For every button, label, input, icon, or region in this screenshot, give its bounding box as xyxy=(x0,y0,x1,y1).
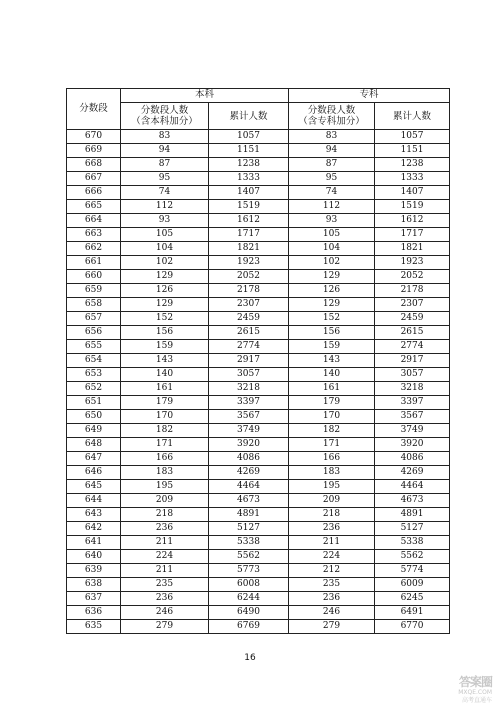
undergrad-cumulative-cell: 2459 xyxy=(209,312,289,326)
vocational-cumulative-cell: 2917 xyxy=(375,354,450,368)
score-cell: 658 xyxy=(67,298,121,312)
undergrad-cumulative-cell: 2307 xyxy=(209,298,289,312)
vocational-cumulative-cell: 1407 xyxy=(375,186,450,200)
undergrad-count-cell: 279 xyxy=(121,620,209,634)
vocational-count-cell: 156 xyxy=(289,326,375,340)
table-row xyxy=(67,578,450,592)
vocational-cumulative-cell: 3057 xyxy=(375,368,450,382)
score-cell: 663 xyxy=(67,228,121,242)
vocational-count-cell: 218 xyxy=(289,508,375,522)
score-cell: 664 xyxy=(67,214,121,228)
undergrad-cumulative-cell: 3749 xyxy=(209,424,289,438)
vocational-count-cell: 161 xyxy=(289,382,375,396)
header-score: 分数段 xyxy=(67,89,121,130)
vocational-count-cell: 183 xyxy=(289,466,375,480)
vocational-count-cell: 104 xyxy=(289,242,375,256)
table-body xyxy=(67,130,450,634)
vocational-cumulative-cell: 3920 xyxy=(375,438,450,452)
undergrad-cumulative-cell: 2917 xyxy=(209,354,289,368)
table-row xyxy=(67,592,450,606)
undergrad-count-cell: 211 xyxy=(121,564,209,578)
vocational-count-cell: 129 xyxy=(289,298,375,312)
header-undergrad-count-line2: （含本科加分） xyxy=(131,116,198,127)
score-cell: 650 xyxy=(67,410,121,424)
undergrad-count-cell: 159 xyxy=(121,340,209,354)
score-cell: 665 xyxy=(67,200,121,214)
undergrad-cumulative-cell: 2615 xyxy=(209,326,289,340)
undergrad-count-cell: 236 xyxy=(121,522,209,536)
watermark-logo xyxy=(426,675,492,704)
vocational-cumulative-cell: 6770 xyxy=(375,620,450,634)
undergrad-cumulative-cell: 1923 xyxy=(209,256,289,270)
table-row xyxy=(67,242,450,256)
score-cell: 667 xyxy=(67,172,121,186)
vocational-count-cell: 112 xyxy=(289,200,375,214)
table-row xyxy=(67,186,450,200)
undergrad-cumulative-cell: 1407 xyxy=(209,186,289,200)
vocational-cumulative-cell: 1717 xyxy=(375,228,450,242)
vocational-cumulative-cell: 5774 xyxy=(375,564,450,578)
vocational-count-cell: 140 xyxy=(289,368,375,382)
undergrad-count-cell: 140 xyxy=(121,368,209,382)
undergrad-cumulative-cell: 3057 xyxy=(209,368,289,382)
vocational-cumulative-cell: 5338 xyxy=(375,536,450,550)
table-row xyxy=(67,298,450,312)
table-row xyxy=(67,214,450,228)
vocational-count-cell: 94 xyxy=(289,144,375,158)
table-row xyxy=(67,368,450,382)
score-cell: 653 xyxy=(67,368,121,382)
score-cell: 657 xyxy=(67,312,121,326)
undergrad-count-cell: 87 xyxy=(121,158,209,172)
vocational-count-cell: 152 xyxy=(289,312,375,326)
score-cell: 646 xyxy=(67,466,121,480)
undergrad-count-cell: 224 xyxy=(121,550,209,564)
undergrad-count-cell: 104 xyxy=(121,242,209,256)
watermark-top: 答案圈 xyxy=(458,675,492,689)
undergrad-cumulative-cell: 4673 xyxy=(209,494,289,508)
vocational-cumulative-cell: 2459 xyxy=(375,312,450,326)
undergrad-cumulative-cell: 6490 xyxy=(209,606,289,620)
vocational-count-cell: 166 xyxy=(289,452,375,466)
table-row xyxy=(67,382,450,396)
score-cell: 640 xyxy=(67,550,121,564)
vocational-count-cell: 93 xyxy=(289,214,375,228)
undergrad-cumulative-cell: 1612 xyxy=(209,214,289,228)
table-row xyxy=(67,438,450,452)
undergrad-cumulative-cell: 1717 xyxy=(209,228,289,242)
table-row xyxy=(67,452,450,466)
vocational-count-cell: 159 xyxy=(289,340,375,354)
undergrad-cumulative-cell: 5562 xyxy=(209,550,289,564)
score-cell: 643 xyxy=(67,508,121,522)
vocational-cumulative-cell: 4269 xyxy=(375,466,450,480)
table-row xyxy=(67,130,450,144)
undergrad-count-cell: 156 xyxy=(121,326,209,340)
undergrad-cumulative-cell: 4891 xyxy=(209,508,289,522)
vocational-cumulative-cell: 3218 xyxy=(375,382,450,396)
header-undergrad-group: 本科 xyxy=(121,89,289,103)
undergrad-cumulative-cell: 5773 xyxy=(209,564,289,578)
score-cell: 655 xyxy=(67,340,121,354)
vocational-cumulative-cell: 2615 xyxy=(375,326,450,340)
score-cell: 666 xyxy=(67,186,121,200)
undergrad-cumulative-cell: 1333 xyxy=(209,172,289,186)
undergrad-count-cell: 112 xyxy=(121,200,209,214)
undergrad-cumulative-cell: 2774 xyxy=(209,340,289,354)
score-cell: 649 xyxy=(67,424,121,438)
watermark-bottom: MXQE.COM xyxy=(458,689,492,696)
undergrad-count-cell: 166 xyxy=(121,452,209,466)
table-row xyxy=(67,424,450,438)
vocational-cumulative-cell: 6491 xyxy=(375,606,450,620)
score-cell: 660 xyxy=(67,270,121,284)
header-vocational-count-line1: 分数段人数 xyxy=(307,105,356,116)
table-row xyxy=(67,396,450,410)
score-cell: 656 xyxy=(67,326,121,340)
table-row xyxy=(67,494,450,508)
table-row xyxy=(67,172,450,186)
undergrad-count-cell: 209 xyxy=(121,494,209,508)
undergrad-count-cell: 236 xyxy=(121,592,209,606)
vocational-count-cell: 279 xyxy=(289,620,375,634)
vocational-cumulative-cell: 2052 xyxy=(375,270,450,284)
undergrad-count-cell: 129 xyxy=(121,270,209,284)
undergrad-count-cell: 83 xyxy=(121,130,209,144)
undergrad-count-cell: 74 xyxy=(121,186,209,200)
vocational-cumulative-cell: 1151 xyxy=(375,144,450,158)
table-row xyxy=(67,564,450,578)
undergrad-cumulative-cell: 1057 xyxy=(209,130,289,144)
table-row xyxy=(67,270,450,284)
vocational-cumulative-cell: 3397 xyxy=(375,396,450,410)
vocational-cumulative-cell: 2774 xyxy=(375,340,450,354)
undergrad-cumulative-cell: 1238 xyxy=(209,158,289,172)
score-cell: 651 xyxy=(67,396,121,410)
table-row xyxy=(67,228,450,242)
page-number: 16 xyxy=(244,653,256,663)
vocational-cumulative-cell: 1238 xyxy=(375,158,450,172)
table-row xyxy=(67,158,450,172)
undergrad-count-cell: 102 xyxy=(121,256,209,270)
table-row xyxy=(67,312,450,326)
score-cell: 638 xyxy=(67,578,121,592)
vocational-cumulative-cell: 1519 xyxy=(375,200,450,214)
vocational-count-cell: 129 xyxy=(289,270,375,284)
header-undergrad-cumulative: 累计人数 xyxy=(209,103,289,130)
vocational-count-cell: 236 xyxy=(289,522,375,536)
undergrad-count-cell: 218 xyxy=(121,508,209,522)
undergrad-count-cell: 93 xyxy=(121,214,209,228)
score-cell: 662 xyxy=(67,242,121,256)
undergrad-count-cell: 171 xyxy=(121,438,209,452)
vocational-count-cell: 171 xyxy=(289,438,375,452)
undergrad-count-cell: 152 xyxy=(121,312,209,326)
table-row xyxy=(67,410,450,424)
table-row xyxy=(67,340,450,354)
vocational-count-cell: 143 xyxy=(289,354,375,368)
score-cell: 659 xyxy=(67,284,121,298)
score-cell: 647 xyxy=(67,452,121,466)
vocational-cumulative-cell: 1333 xyxy=(375,172,450,186)
score-cell: 644 xyxy=(67,494,121,508)
score-cell: 648 xyxy=(67,438,121,452)
vocational-count-cell: 246 xyxy=(289,606,375,620)
score-cell: 654 xyxy=(67,354,121,368)
vocational-cumulative-cell: 6245 xyxy=(375,592,450,606)
undergrad-cumulative-cell: 3920 xyxy=(209,438,289,452)
score-cell: 635 xyxy=(67,620,121,634)
table-row xyxy=(67,522,450,536)
undergrad-count-cell: 182 xyxy=(121,424,209,438)
undergrad-count-cell: 129 xyxy=(121,298,209,312)
vocational-cumulative-cell: 6009 xyxy=(375,578,450,592)
score-cell: 670 xyxy=(67,130,121,144)
vocational-cumulative-cell: 4464 xyxy=(375,480,450,494)
vocational-count-cell: 87 xyxy=(289,158,375,172)
undergrad-count-cell: 179 xyxy=(121,396,209,410)
undergrad-cumulative-cell: 4464 xyxy=(209,480,289,494)
score-cell: 637 xyxy=(67,592,121,606)
vocational-count-cell: 236 xyxy=(289,592,375,606)
undergrad-cumulative-cell: 1151 xyxy=(209,144,289,158)
score-cell: 641 xyxy=(67,536,121,550)
score-cell: 652 xyxy=(67,382,121,396)
undergrad-count-cell: 211 xyxy=(121,536,209,550)
score-cell: 636 xyxy=(67,606,121,620)
vocational-cumulative-cell: 5127 xyxy=(375,522,450,536)
vocational-count-cell: 224 xyxy=(289,550,375,564)
undergrad-cumulative-cell: 6769 xyxy=(209,620,289,634)
undergrad-cumulative-cell: 5127 xyxy=(209,522,289,536)
undergrad-count-cell: 105 xyxy=(121,228,209,242)
header-vocational-count xyxy=(289,103,375,130)
header-undergrad-count xyxy=(121,103,209,130)
vocational-cumulative-cell: 2307 xyxy=(375,298,450,312)
vocational-count-cell: 83 xyxy=(289,130,375,144)
undergrad-cumulative-cell: 6244 xyxy=(209,592,289,606)
table-row xyxy=(67,606,450,620)
vocational-count-cell: 170 xyxy=(289,410,375,424)
undergrad-count-cell: 95 xyxy=(121,172,209,186)
vocational-count-cell: 74 xyxy=(289,186,375,200)
vocational-count-cell: 195 xyxy=(289,480,375,494)
table-row xyxy=(67,480,450,494)
vocational-cumulative-cell: 4891 xyxy=(375,508,450,522)
vocational-cumulative-cell: 5562 xyxy=(375,550,450,564)
vocational-cumulative-cell: 3567 xyxy=(375,410,450,424)
vocational-count-cell: 212 xyxy=(289,564,375,578)
undergrad-count-cell: 170 xyxy=(121,410,209,424)
table-row xyxy=(67,508,450,522)
undergrad-count-cell: 246 xyxy=(121,606,209,620)
header-vocational-cumulative: 累计人数 xyxy=(375,103,450,130)
undergrad-cumulative-cell: 3218 xyxy=(209,382,289,396)
undergrad-cumulative-cell: 5338 xyxy=(209,536,289,550)
undergrad-count-cell: 183 xyxy=(121,466,209,480)
table-row xyxy=(67,536,450,550)
undergrad-cumulative-cell: 1821 xyxy=(209,242,289,256)
score-cell: 669 xyxy=(67,144,121,158)
undergrad-count-cell: 195 xyxy=(121,480,209,494)
vocational-count-cell: 95 xyxy=(289,172,375,186)
score-cell: 661 xyxy=(67,256,121,270)
vocational-cumulative-cell: 2178 xyxy=(375,284,450,298)
score-cell: 668 xyxy=(67,158,121,172)
undergrad-cumulative-cell: 3567 xyxy=(209,410,289,424)
vocational-cumulative-cell: 4673 xyxy=(375,494,450,508)
header-vocational-group: 专科 xyxy=(289,89,450,103)
table-row xyxy=(67,200,450,214)
vocational-count-cell: 179 xyxy=(289,396,375,410)
vocational-cumulative-cell: 1612 xyxy=(375,214,450,228)
vocational-count-cell: 126 xyxy=(289,284,375,298)
undergrad-cumulative-cell: 2178 xyxy=(209,284,289,298)
vocational-count-cell: 211 xyxy=(289,536,375,550)
vocational-count-cell: 209 xyxy=(289,494,375,508)
table-row xyxy=(67,256,450,270)
undergrad-count-cell: 143 xyxy=(121,354,209,368)
header-undergrad-count-line1: 分数段人数 xyxy=(140,105,189,116)
vocational-cumulative-cell: 1057 xyxy=(375,130,450,144)
score-cell: 645 xyxy=(67,480,121,494)
table-row xyxy=(67,550,450,564)
vocational-count-cell: 182 xyxy=(289,424,375,438)
watermark-caption: 高考直通车 xyxy=(461,697,492,704)
undergrad-cumulative-cell: 6008 xyxy=(209,578,289,592)
vocational-count-cell: 235 xyxy=(289,578,375,592)
undergrad-cumulative-cell: 4086 xyxy=(209,452,289,466)
table-row xyxy=(67,466,450,480)
table-row xyxy=(67,326,450,340)
vocational-count-cell: 105 xyxy=(289,228,375,242)
vocational-cumulative-cell: 3749 xyxy=(375,424,450,438)
undergrad-count-cell: 126 xyxy=(121,284,209,298)
undergrad-cumulative-cell: 4269 xyxy=(209,466,289,480)
undergrad-count-cell: 94 xyxy=(121,144,209,158)
undergrad-count-cell: 161 xyxy=(121,382,209,396)
undergrad-cumulative-cell: 3397 xyxy=(209,396,289,410)
vocational-cumulative-cell: 1923 xyxy=(375,256,450,270)
vocational-cumulative-cell: 4086 xyxy=(375,452,450,466)
vocational-count-cell: 102 xyxy=(289,256,375,270)
score-cell: 642 xyxy=(67,522,121,536)
header-vocational-count-line2: （含专科加分） xyxy=(298,116,365,127)
table-row xyxy=(67,284,450,298)
score-distribution-table xyxy=(66,88,450,634)
table-row xyxy=(67,354,450,368)
undergrad-cumulative-cell: 1519 xyxy=(209,200,289,214)
undergrad-cumulative-cell: 2052 xyxy=(209,270,289,284)
table-row xyxy=(67,144,450,158)
score-cell: 639 xyxy=(67,564,121,578)
vocational-cumulative-cell: 1821 xyxy=(375,242,450,256)
table-row xyxy=(67,620,450,634)
undergrad-count-cell: 235 xyxy=(121,578,209,592)
